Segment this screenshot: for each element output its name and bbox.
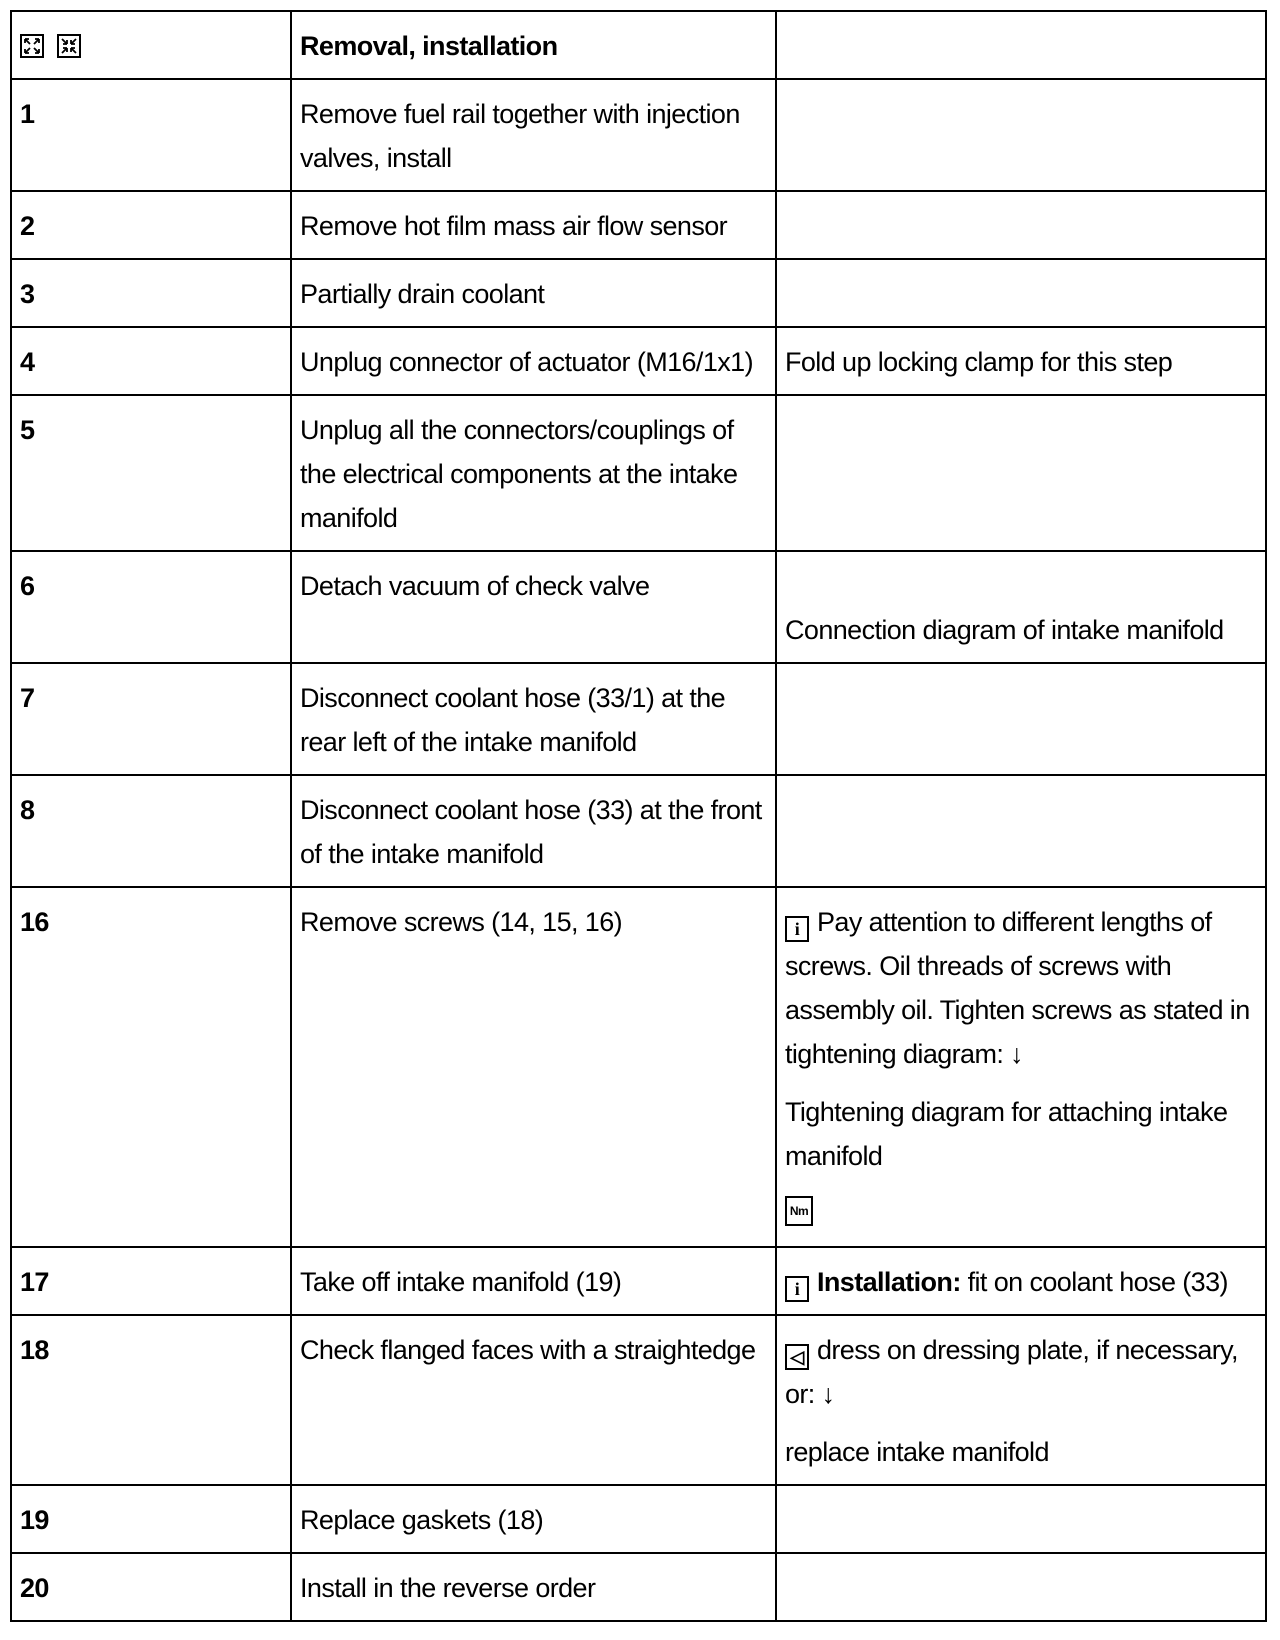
step-action: Disconnect coolant hose (33/1) at the rear left of the intake manifold [291,663,776,775]
table-row [11,1485,1266,1553]
step-action: Partially drain coolant [291,259,776,327]
step-number: 17 [11,1247,291,1315]
step-number: 6 [11,551,291,663]
step-note-cell [776,551,1266,663]
note-text: fit on coolant hose (33) [960,1267,1228,1297]
step-action: Replace gaskets (18) [291,1485,776,1553]
step-number: 2 [11,191,291,259]
table-row [11,1247,1266,1315]
table-row [11,1315,1266,1485]
step-note [776,775,1266,887]
step-action: Unplug connector of actuator (M16/1x1) [291,327,776,395]
dressing-tool-icon: ◁ [785,1344,809,1370]
step-note-cell [776,1315,1266,1485]
step-number: 4 [11,327,291,395]
step-number: 5 [11,395,291,551]
step-action: Unplug all the connectors/couplings of the electrical components at the intake manifold [291,395,776,551]
torque-cell [785,1192,1257,1236]
step-note [776,1553,1266,1621]
step-note [776,1485,1266,1553]
table-row [11,1553,1266,1621]
step-action: Install in the reverse order [291,1553,776,1621]
table-row [11,191,1266,259]
step-note-cell [776,887,1266,1247]
table-row [11,79,1266,191]
spacer [785,564,1257,608]
torque-nm-icon[interactable]: Nm [785,1196,813,1226]
step-action: Detach vacuum of check valve [291,551,776,663]
step-number: 8 [11,775,291,887]
step-note [776,663,1266,775]
step-number: 20 [11,1553,291,1621]
step-number: 19 [11,1485,291,1553]
connection-diagram-link[interactable]: Connection diagram of intake manifold [785,615,1224,645]
table-row [11,327,1266,395]
step-note [776,259,1266,327]
info-icon: i [785,1276,809,1302]
step-note: Fold up locking clamp for this step [776,327,1266,395]
step-action: Remove hot film mass air flow sensor [291,191,776,259]
table-row [11,395,1266,551]
note-text-2: replace intake manifold [785,1437,1049,1467]
step-number: 7 [11,663,291,775]
table-row [11,551,1266,663]
header-title: Removal, installation [291,11,776,79]
header-icons-cell [11,11,291,79]
note-text: dress on dressing plate, if necessary, or: ↓ [785,1335,1238,1409]
step-number: 3 [11,259,291,327]
step-note [776,395,1266,551]
table-row [11,259,1266,327]
note-text: Pay attention to different lengths of screws. Oil threads of screws with assembly oil. Tighten screws as stated in tightening diagram: ↓ [785,907,1250,1069]
table-row [11,887,1266,1247]
step-action: Remove fuel rail together with injection valves, install [291,79,776,191]
table-row [11,663,1266,775]
info-icon: i [785,916,809,942]
header-notes [776,11,1266,79]
note-label: Installation: [817,1267,961,1297]
step-number: 1 [11,79,291,191]
step-action: Take off intake manifold (19) [291,1247,776,1315]
step-note-cell [776,1247,1266,1315]
step-number: 18 [11,1315,291,1485]
note-paragraph [785,1328,1257,1416]
expand-icon[interactable] [20,34,44,58]
step-note [776,191,1266,259]
table-header-row [11,11,1266,79]
step-action: Disconnect coolant hose (33) at the front of the intake manifold [291,775,776,887]
procedure-table [10,10,1267,1622]
step-note [776,79,1266,191]
tightening-diagram-link[interactable]: Tightening diagram for attaching intake manifold [785,1097,1228,1171]
table-row [11,775,1266,887]
collapse-icon[interactable] [57,34,81,58]
step-action: Check flanged faces with a straightedge [291,1315,776,1485]
step-number: 16 [11,887,291,1247]
note-paragraph [785,900,1257,1076]
step-action: Remove screws (14, 15, 16) [291,887,776,1247]
